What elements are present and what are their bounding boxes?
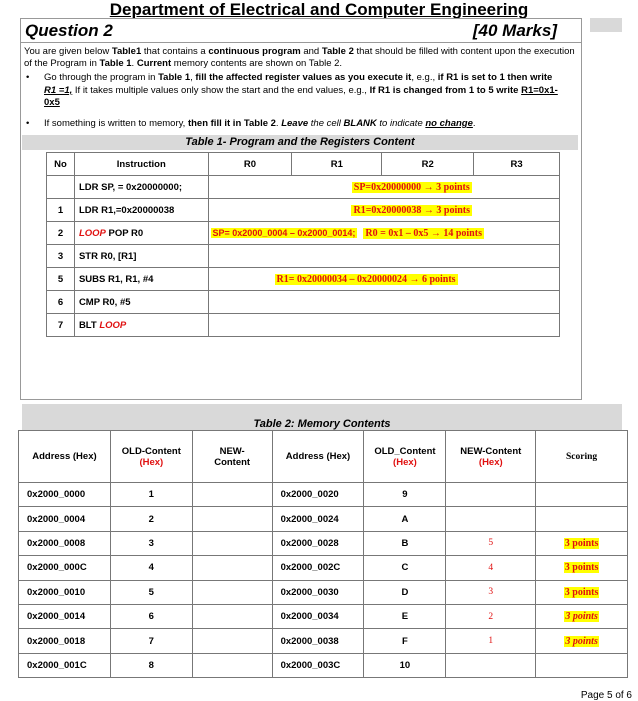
table-row: 0x2000_0004 2 0x2000_0024 A [19, 507, 628, 531]
score-badge: 3 points [565, 635, 598, 647]
table-row: 0x2000_000C 4 0x2000_002C C 4 3 points [19, 556, 628, 580]
col-new-content: NEW- Content [192, 431, 272, 483]
col-r1: R1 [292, 153, 382, 176]
loop-label: LOOP [78, 227, 106, 239]
score-badge: 3 points [565, 611, 598, 623]
table-row: 1 LDR R1,=0x20000038 R1=0x20000038 → 3 points [47, 199, 560, 222]
question-header [21, 19, 581, 43]
col-old-content-2: OLD_Content (Hex) [364, 431, 446, 483]
table-row: 0x2000_0000 1 0x2000_0020 9 [19, 483, 628, 507]
table-row: 0x2000_0018 7 0x2000_0038 F 1 3 points [19, 629, 628, 653]
table-row: 5 SUBS R1, R1, #4 R1= 0x20000034 – 0x20000024 → 6 points [47, 268, 560, 291]
col-r2: R2 [382, 153, 474, 176]
table-row: 0x2000_0010 5 0x2000_0030 D 3 3 points [19, 580, 628, 604]
table-row: 7 BLT LOOP [47, 314, 560, 337]
score-badge: 3 points [564, 586, 599, 598]
annotation-loop-sp: SP= 0x2000_0004 – 0x2000_0014; [212, 227, 356, 238]
page-number: Page 5 of 6 [580, 690, 632, 701]
table2-header-row [19, 431, 628, 483]
question-marks: [40 Marks] [472, 21, 557, 40]
col-instruction: Instruction [74, 153, 208, 176]
intro-paragraph: You are given below Table1 that contains a continuous program and Table 2 that should be filled with content upon the execution of the Program in Table 1. Current memory contents are shown on Table 2. [24, 46, 575, 69]
table-row: 0x2000_0014 6 0x2000_0034 E 2 3 points [19, 604, 628, 628]
col-address-2: Address (Hex) [272, 431, 364, 483]
instruction-bullet-2: • If something is written to memory, then fill it in Table 2. Leave the cell BLANK to indicate no change. [26, 118, 476, 129]
table-row: LDR SP, = 0x20000000; SP=0x20000000 → 3 points [47, 176, 560, 199]
program-table [46, 152, 560, 337]
annotation-subs: R1= 0x20000034 – 0x20000024 → 6 points [276, 273, 456, 285]
col-address: Address (Hex) [19, 431, 111, 483]
table1-caption: Table 1- Program and the Registers Content [22, 135, 578, 150]
table-row: 2 LOOP POP R0 SP= 0x2000_0004 – 0x2000_0014; R0 = 0x1 – 0x5 → 14 points [47, 222, 560, 245]
col-r0: R0 [208, 153, 292, 176]
memory-table [18, 430, 628, 678]
col-r3: R3 [474, 153, 560, 176]
col-scoring: Scoring [536, 431, 628, 483]
table2-caption: Table 2: Memory Contents [253, 418, 391, 430]
table-row: 0x2000_001C 8 0x2000_003C 10 [19, 653, 628, 677]
col-no: No [47, 153, 75, 176]
annotation-r1: R1=0x20000038 → 3 points [353, 204, 471, 216]
department-title: Department of Electrical and Computer Engineering [109, 0, 529, 19]
loop-label: LOOP [99, 319, 127, 331]
score-badge: 3 points [564, 562, 599, 574]
instruction-bullet-1: • Go through the program in Table 1, fill the affected register values as you execute it, e.g., if R1 is set to 1 then write R1 =1, If it takes multiple values only show the start and the end values, e.g., If R1 is changed from 1 to 5 write R1=0x1- 0x5 [26, 72, 558, 108]
score-badge: 3 points [564, 537, 599, 549]
table-row: 3 STR R0, [R1] [47, 245, 560, 268]
table1-header-row [47, 153, 560, 176]
decorative-block [590, 18, 622, 32]
table-row: 0x2000_0008 3 0x2000_0028 B 5 3 points [19, 531, 628, 555]
annotation-loop-r0: R0 = 0x1 – 0x5 → 14 points [365, 227, 482, 239]
question-title: Question 2 [25, 21, 113, 40]
col-old-content: OLD-Content (Hex) [110, 431, 192, 483]
annotation-sp: SP=0x20000000 → 3 points [353, 181, 470, 193]
col-new-content-2: NEW-Content (Hex) [446, 431, 536, 483]
table-row: 6 CMP R0, #5 [47, 291, 560, 314]
